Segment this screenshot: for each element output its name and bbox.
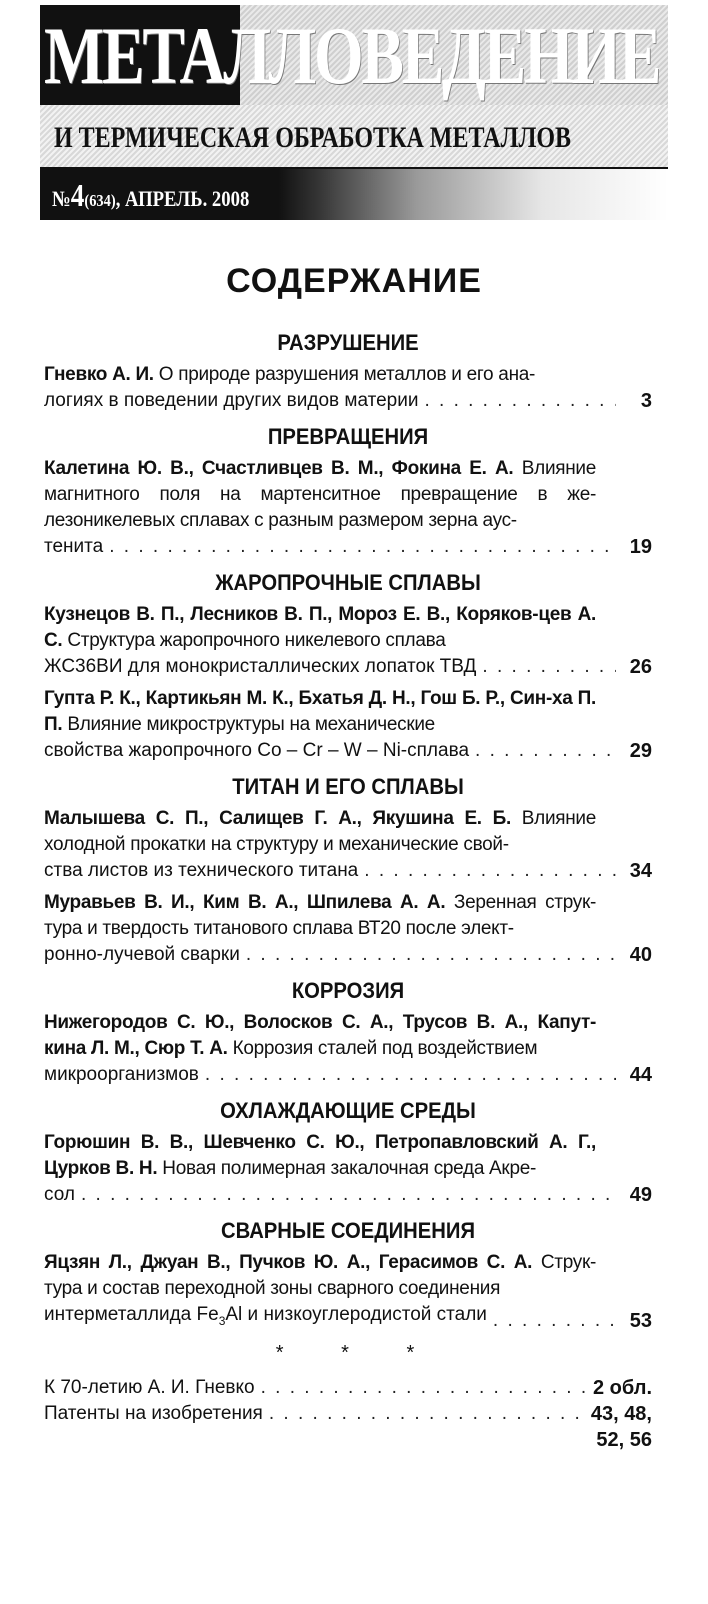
section-title: СВАРНЫЕ СОЕДИНЕНИЯ — [220, 1218, 476, 1243]
toc-section — [44, 328, 652, 414]
issue-total: (634) — [84, 191, 116, 210]
entry-page: 26 — [629, 656, 652, 678]
entry-title-end: тенита — [44, 536, 104, 557]
toc-section — [44, 1216, 652, 1334]
leader-dots — [81, 1182, 616, 1208]
entry-page: 19 — [629, 536, 652, 558]
toc-section — [44, 422, 652, 560]
entry-title-end-pre: интерметаллида Fe — [44, 1304, 219, 1325]
section-title: КОРРОЗИЯ — [291, 978, 405, 1003]
entry-title: Струк-тура и состав переходной зоны сварного соединения — [44, 1252, 596, 1299]
misc-entry[interactable] — [44, 1401, 652, 1427]
issue-info — [52, 173, 249, 217]
toc-entry[interactable] — [44, 806, 652, 884]
toc-entry[interactable] — [44, 890, 652, 968]
entry-last-line — [44, 858, 652, 884]
entry-authors: Яцзян Л., Джуан В., Пучков Ю. А., Герасимов С. А. — [44, 1252, 533, 1273]
entry-title: Зеренная струк-тура и твердость титанового сплава ВТ20 после элект- — [44, 892, 596, 939]
entry-last-line — [44, 654, 652, 680]
entry-title: Структура жаропрочного никелевого сплава — [67, 630, 446, 651]
contents-heading: СОДЕРЖАНИЕ — [226, 262, 482, 300]
leader-dots — [493, 1308, 616, 1334]
entry-authors: Малышева С. П., Салищев Г. А., Якушина Е. Б. — [44, 808, 511, 829]
entry-last-line — [44, 1182, 652, 1208]
misc-page: 43, 48, — [590, 1402, 652, 1425]
entry-last-line — [44, 1062, 652, 1088]
entry-title-end: логиях в поведении других видов материи — [44, 390, 419, 411]
entry-text — [44, 1130, 652, 1182]
entry-title: Коррозия сталей под воздействием — [232, 1038, 538, 1059]
issue-prefix: № — [52, 186, 71, 211]
leader-dots — [109, 534, 616, 560]
toc-entry[interactable] — [44, 1010, 652, 1088]
toc-entry[interactable] — [44, 1250, 652, 1334]
masthead-title-band — [40, 5, 668, 105]
entry-page: 49 — [629, 1184, 652, 1206]
toc-entry[interactable] — [44, 602, 652, 680]
toc-section — [44, 772, 652, 968]
section-title: ТИТАН И ЕГО СПЛАВЫ — [232, 774, 464, 799]
journal-title: МЕТАЛЛОВЕДЕНИЕ — [44, 10, 660, 101]
section-title: ЖАРОПРОЧНЫЕ СПЛАВЫ — [215, 570, 481, 595]
journal-subtitle: И ТЕРМИЧЕСКАЯ ОБРАБОТКА МЕТАЛЛОВ — [54, 121, 572, 154]
entry-authors: Гупта Р. К., Картикьян М. К., Бхатья Д. Н., Гош Б. Р., Син-ха П. П. — [44, 688, 596, 735]
table-of-contents — [44, 322, 652, 1453]
leader-dots — [475, 738, 616, 764]
entry-title: Влияние магнитного поля на мартенситное превращение в же-лезоникелевых сплавах с разным размером зерна аус- — [44, 458, 597, 531]
misc-label: Патенты на изобретения — [44, 1402, 263, 1424]
toc-section — [44, 568, 652, 764]
misc-page-continued: 52, 56 — [596, 1428, 652, 1451]
leader-dots — [246, 942, 616, 968]
entry-authors: Муравьев В. И., Ким В. А., Шпилева А. А. — [44, 892, 446, 913]
entry-title: Влияние холодной прокатки на структуру и механические свой- — [44, 808, 597, 855]
toc-entry[interactable] — [44, 456, 652, 560]
section-title: ОХЛАЖДАЮЩИЕ СРЕДЫ — [220, 1098, 476, 1123]
misc-page: 2 обл. — [592, 1376, 652, 1399]
entry-authors: Гневко А. И. — [44, 364, 154, 385]
toc-entry[interactable] — [44, 362, 652, 414]
entry-title-end: свойства жаропрочного Co – Cr – W – Ni-сплава — [44, 740, 470, 761]
entry-title-end — [44, 1302, 487, 1334]
formula-subscript: 3 — [218, 1313, 226, 1328]
toc-section — [44, 976, 652, 1088]
entry-page: 3 — [640, 390, 652, 412]
leader-dots — [205, 1062, 616, 1088]
entry-title-end: микроорганизмов — [44, 1064, 199, 1085]
entry-title-end: сол — [44, 1184, 75, 1205]
entry-text — [44, 456, 652, 534]
entry-page: 44 — [629, 1064, 652, 1086]
separator-stars: * * * — [275, 1341, 441, 1364]
entry-title: Новая полимерная закалочная среда Акре- — [162, 1158, 537, 1179]
section-title: РАЗРУШЕНИЕ — [277, 330, 419, 355]
entry-title: Влияние микроструктуры на механические — [67, 714, 435, 735]
leader-dots — [269, 1401, 585, 1427]
entry-page: 53 — [629, 1309, 652, 1332]
masthead-issue-band — [40, 169, 668, 220]
entry-title-end: ронно-лучевой сварки — [44, 944, 240, 965]
misc-entry[interactable] — [44, 1375, 652, 1401]
toc-section — [44, 1096, 652, 1208]
entry-text — [44, 602, 652, 654]
entry-title-end: ства листов из технического титана — [44, 860, 359, 881]
toc-entry[interactable] — [44, 686, 652, 764]
entry-authors: Нижегородов С. Ю., Волосков С. А., Трусов В. А., Капут-кина Л. М., Сюр Т. А. — [44, 1012, 596, 1059]
entry-page: 40 — [629, 944, 652, 966]
leader-dots — [482, 654, 616, 680]
entry-text — [44, 806, 652, 858]
entry-last-line — [44, 738, 652, 764]
section-title: ПРЕВРАЩЕНИЯ — [267, 424, 429, 449]
entry-text — [44, 1250, 652, 1302]
entry-text — [44, 686, 652, 738]
entry-last-line — [44, 388, 652, 414]
masthead — [40, 5, 668, 220]
entry-page: 34 — [629, 860, 652, 882]
entry-authors: Калетина Ю. В., Счастливцев В. М., Фокина Е. А. — [44, 458, 514, 479]
entry-text — [44, 890, 652, 942]
leader-dots — [364, 858, 616, 884]
leader-dots — [261, 1375, 587, 1401]
entry-last-line — [44, 942, 652, 968]
masthead-subtitle-band — [40, 105, 668, 169]
entry-last-line — [44, 1302, 652, 1334]
entry-text — [44, 362, 652, 388]
entry-authors: Горюшин В. В., Шевченко С. Ю., Петропавловский А. Г., Цурков В. Н. — [44, 1132, 596, 1179]
leader-dots — [424, 388, 616, 414]
entry-authors: Кузнецов В. П., Лесников В. П., Мороз Е. В., Коряков-цев А. С. — [44, 604, 596, 651]
toc-entry[interactable] — [44, 1130, 652, 1208]
entry-last-line — [44, 534, 652, 560]
entry-title-end: ЖС36ВИ для монокристаллических лопаток ТВД — [44, 656, 477, 677]
issue-date: , АПРЕЛЬ. 2008 — [115, 186, 250, 211]
misc-list — [44, 1375, 652, 1453]
entry-title-end-post: Al и низкоуглеродистой стали — [225, 1304, 487, 1325]
entry-text — [44, 1010, 652, 1062]
issue-number: 4 — [70, 177, 85, 213]
entry-title: О природе разрушения металлов и его ана- — [158, 364, 536, 385]
entry-page: 29 — [629, 740, 652, 762]
misc-label: К 70-летию А. И. Гневко — [44, 1376, 255, 1398]
